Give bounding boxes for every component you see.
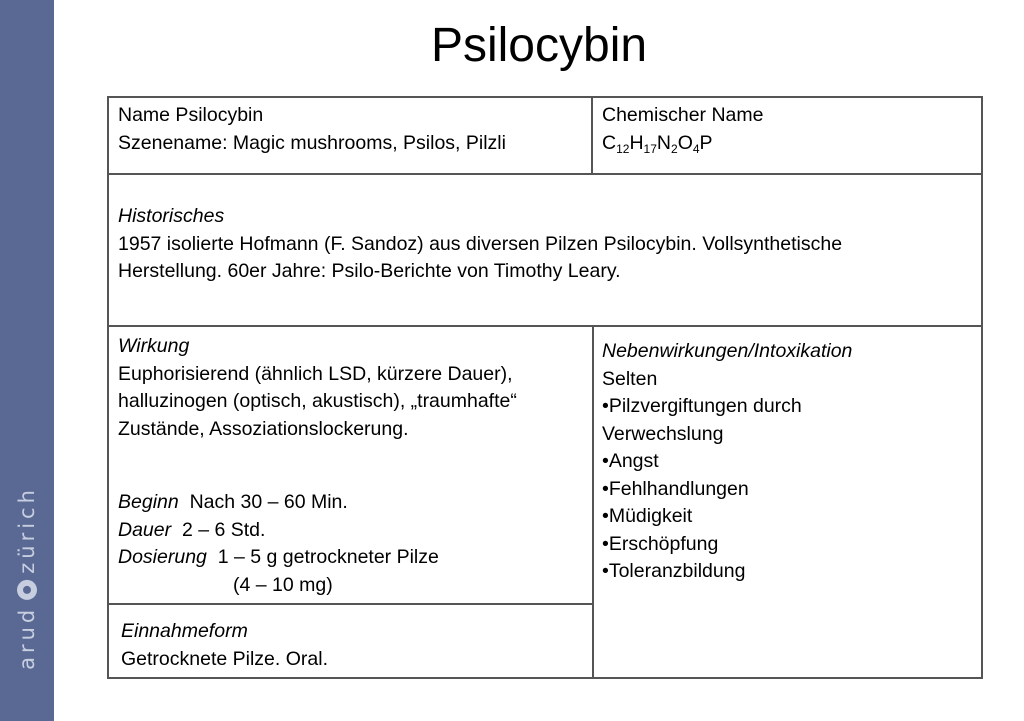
list-item: •Fehlhandlungen xyxy=(602,477,749,500)
duration-value: 2 – 6 Std. xyxy=(181,518,266,541)
intake-text: Getrocknete Pilze. Oral. xyxy=(121,647,328,670)
table-border-bottom xyxy=(107,677,983,679)
chemical-name-cell xyxy=(602,102,763,157)
dose-row-mg xyxy=(118,572,439,600)
divider-row1-bottom xyxy=(107,173,983,175)
divider-row2-bottom xyxy=(107,325,983,327)
effect-line: Zustände, Assoziationslockerung. xyxy=(118,417,409,440)
duration-label: Dauer xyxy=(118,518,172,541)
chemical-formula: $C_{12}H_{17}N_2O_4P$ xyxy=(602,131,713,156)
dosage-block xyxy=(118,489,439,599)
side-effects-cell xyxy=(602,338,852,586)
dose-label: Dosierung xyxy=(118,546,207,568)
dose-value-mg: (4 – 10 mg) xyxy=(233,573,333,596)
chemical-name-heading: Chemischer Name xyxy=(602,104,764,126)
logo-text-arud: arud xyxy=(15,605,39,670)
page-title: Psilocybin xyxy=(430,19,648,72)
sidebar-band xyxy=(0,0,54,721)
duration-row xyxy=(118,517,439,545)
side-effects-intro: Selten xyxy=(602,367,658,390)
table-border-left xyxy=(107,96,109,678)
list-item: •Toleranzbildung xyxy=(602,560,746,582)
list-item: •Erschöpfung xyxy=(602,532,719,555)
name-line: Name Psilocybin xyxy=(118,104,264,126)
side-effects-heading: Nebenwirkungen/Intoxikation xyxy=(602,340,853,362)
list-item: •Pilzvergiftungen durch xyxy=(602,395,802,417)
effect-line: halluzinogen (optisch, akustisch), „traumhafte“ xyxy=(118,390,517,412)
onset-row xyxy=(118,489,439,517)
list-item: •Angst xyxy=(602,450,659,472)
onset-label: Beginn xyxy=(118,491,179,513)
history-cell xyxy=(118,203,842,286)
divider-intake-top xyxy=(107,603,592,605)
list-item: Verwechslung xyxy=(602,422,724,445)
divider-row3-vertical xyxy=(592,325,594,678)
effect-cell xyxy=(118,333,517,443)
onset-value: Nach 30 – 60 Min. xyxy=(189,491,348,513)
history-line: 1957 isolierte Hofmann (F. Sandoz) aus diversen Pilzen Psilocybin. Vollsynthetische xyxy=(118,232,843,255)
dose-value: 1 – 5 g getrockneter Pilze xyxy=(217,546,439,568)
table-border-right xyxy=(981,96,983,678)
history-heading: Historisches xyxy=(118,205,225,227)
table-border-top xyxy=(107,96,983,98)
dose-row xyxy=(118,544,439,572)
list-item: •Müdigkeit xyxy=(602,505,693,527)
intake-cell xyxy=(121,618,328,673)
logo-circle-icon xyxy=(17,580,37,600)
arud-zurich-logo xyxy=(15,486,39,670)
effect-line: Euphorisierend (ähnlich LSD, kürzere Dauer), xyxy=(118,362,513,385)
logo-text-zurich: zürich xyxy=(15,486,39,574)
intake-heading: Einnahmeform xyxy=(121,620,248,642)
history-line: Herstellung. 60er Jahre: Psilo-Berichte von Timothy Leary. xyxy=(118,260,621,282)
street-name-line: Szenename: Magic mushrooms, Psilos, Pilzli xyxy=(118,131,506,154)
effect-heading: Wirkung xyxy=(118,335,190,357)
name-cell xyxy=(118,102,506,157)
divider-row1-vertical xyxy=(591,96,593,173)
